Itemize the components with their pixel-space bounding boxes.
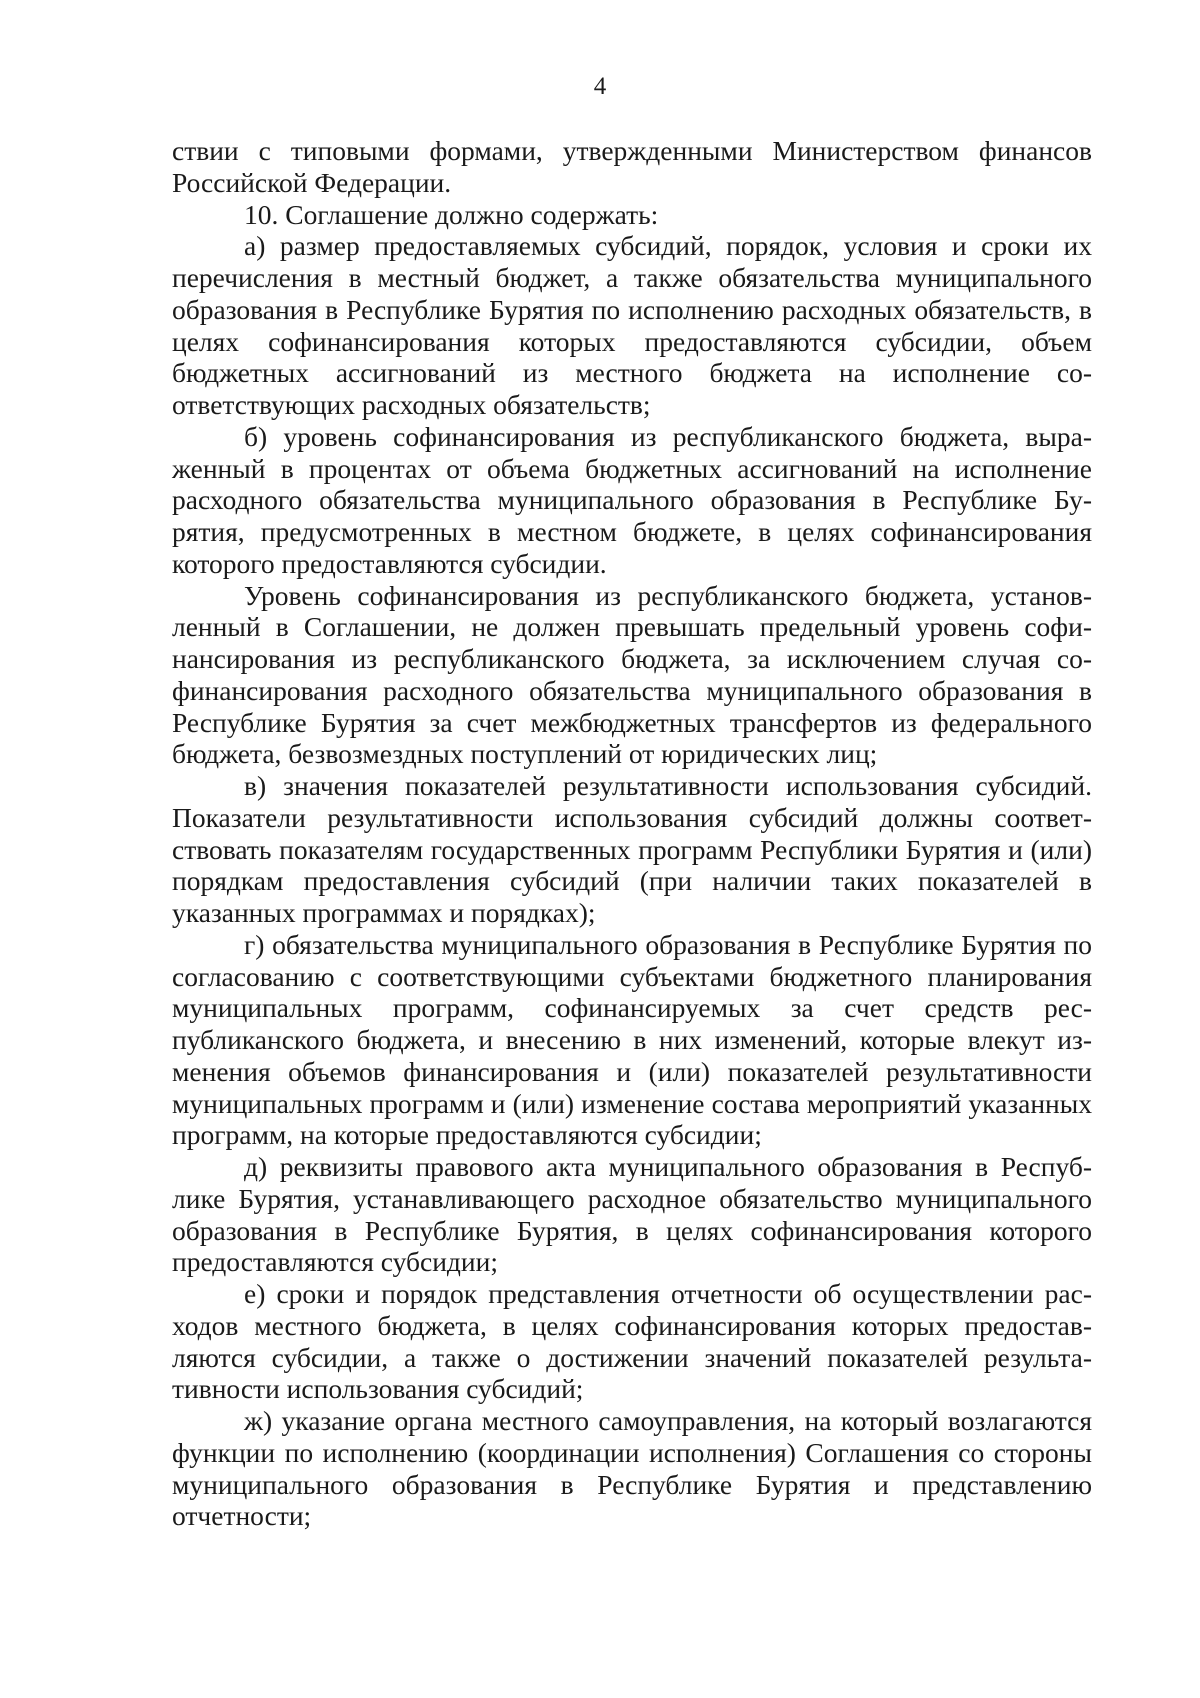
paragraph-subitem-g: г) обязательства муниципального образования в Республике Бурятия по согласованию с соответствующими субъектами бюджетного планирования муниципальных программ, софинансируемых за счет средств республиканского бюджета, и внесению в них изменений, которые влекут изменения объемов финансирования и (или) показателей результативности муниципальных программ и (или) изменение состава мероприятий указанных программ, на которые предоставляются субсидии; [172,928,1092,1151]
paragraph-subitem-d: д) реквизиты правового акта муниципального образования в Республике Бурятия, устанавливающего расходное обязательство муниципального образования в Республике Бурятия, в целях софинансирования которого предоставляются субсидии; [172,1151,1092,1278]
paragraph-subitem-b: б) уровень софинансирования из республиканского бюджета, выраженный в процентах от объема бюджетных ассигнований на исполнение расходного обязательства муниципального образования в Республике Бурятия, предусмотренных в местном бюджете, в целях софинансирования которого предоставляются субсидии. [172,420,1092,579]
paragraph-item-10: 10. Соглашение должно содержать: [244,198,659,230]
paragraph-continuation: ствии с типовыми формами, утвержденными Министерством финансов Российской Федерации. [172,135,1092,198]
paragraph-subitem-zh: ж) указание органа местного самоуправления, на который возлагаются функции по исполнению (координации исполнения) Соглашения со стороны муниципального образования в Республике Бурятия и представлению отчетности; [172,1405,1092,1532]
paragraph-cofinancing-level: Уровень софинансирования из республиканского бюджета, установленный в Соглашении, не должен превышать предельный уровень софинансирования из республиканского бюджета, за исключением случая софинансирования расходного обязательства муниципального образования в Республике Бурятия за счет межбюджетных трансфертов из федерального бюджета, безвозмездных поступлений от юридических лиц; [172,579,1092,770]
paragraph-subitem-v: в) значения показателей результативности использования субсидий. Показатели результативности использования субсидий должны соответствовать показателям государственных программ Республики Бурятия и (или) порядкам предоставления субсидий (при наличии таких показателей в указанных программах и порядках); [172,770,1092,928]
page-number: 4 [593,73,607,100]
paragraph-subitem-e: е) сроки и порядок представления отчетности об осуществлении расходов местного бюджета, в целях софинансирования которых предоставляются субсидии, а также о достижении значений показателей результативности использования субсидий; [172,1278,1092,1405]
paragraph-subitem-a: а) размер предоставляемых субсидий, порядок, условия и сроки их перечисления в местный бюджет, а также обязательства муниципального образования в Республике Бурятия по исполнению расходных обязательств, в целях софинансирования которых предоставляются субсидии, объем бюджетных ассигнований из местного бюджета на исполнение соответствующих расходных обязательств; [172,230,1092,420]
document-body [172,135,1092,1532]
